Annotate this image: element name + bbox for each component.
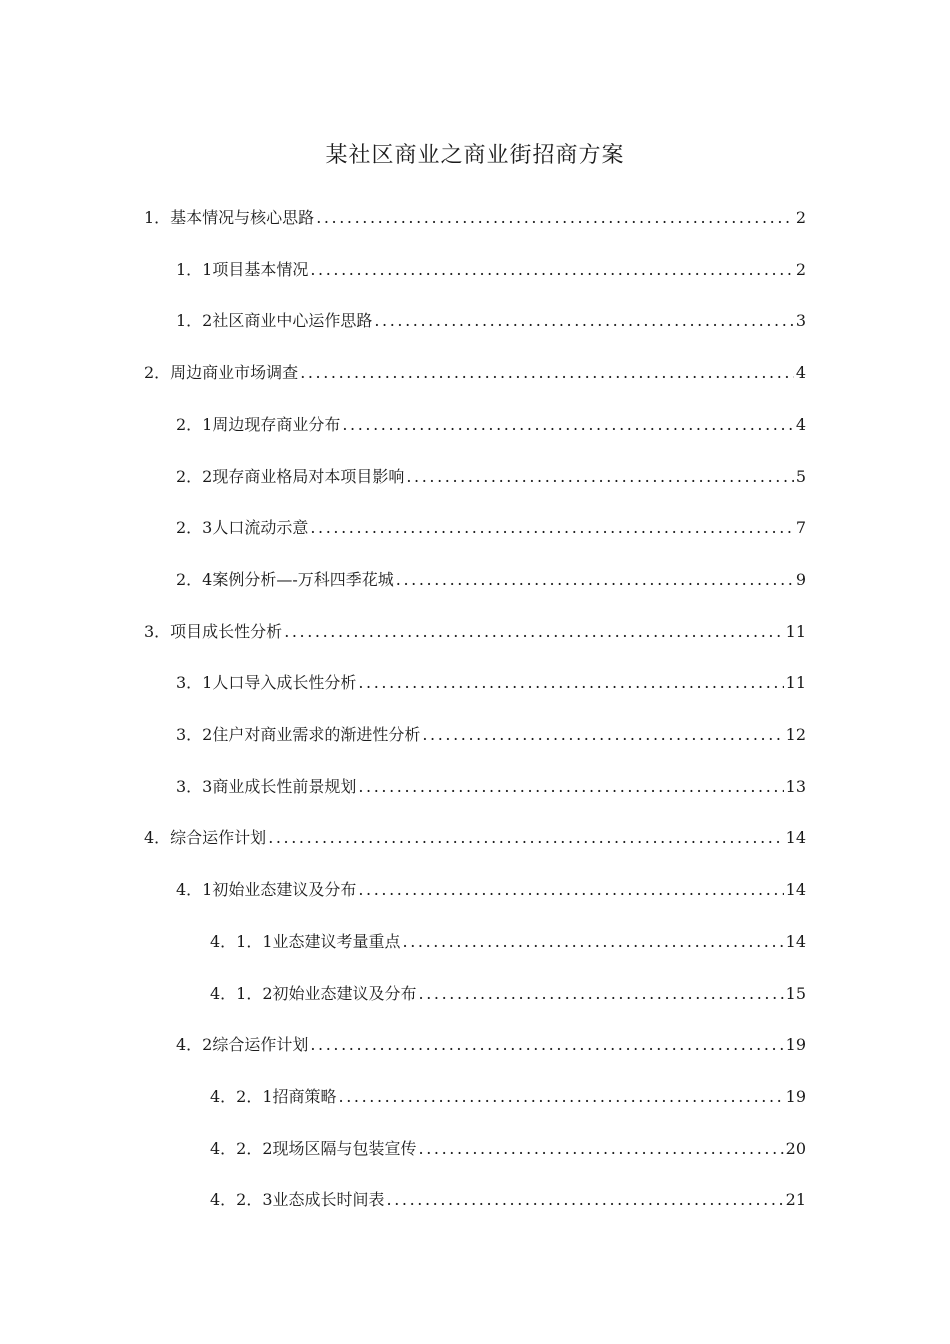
toc-page-number: 19 bbox=[785, 1087, 806, 1106]
toc-entry-label: 1．1项目基本情况 bbox=[176, 260, 309, 279]
toc-entry[interactable] bbox=[176, 773, 806, 801]
toc-dot-leader bbox=[342, 411, 793, 439]
toc-entry-label: 4．1初始业态建议及分布 bbox=[176, 880, 357, 899]
toc-page-number: 14 bbox=[785, 932, 806, 951]
toc-page-number: 13 bbox=[785, 777, 806, 796]
toc-entry-label: 3．项目成长性分析 bbox=[144, 622, 283, 641]
toc-entry[interactable] bbox=[210, 1083, 806, 1111]
toc-entry-label: 2．1周边现存商业分布 bbox=[176, 415, 341, 434]
toc-entry[interactable] bbox=[176, 256, 806, 284]
toc-entry-label: 2．2现存商业格局对本项目影响 bbox=[176, 467, 405, 486]
toc-page-number: 3 bbox=[795, 311, 806, 330]
toc-dot-leader bbox=[310, 514, 793, 542]
toc-entry[interactable] bbox=[176, 876, 806, 904]
document-title: 某社区商业之商业街招商方案 bbox=[325, 143, 625, 168]
toc-entry[interactable] bbox=[176, 721, 806, 749]
toc-entry[interactable] bbox=[176, 307, 806, 335]
toc-dot-leader bbox=[358, 669, 783, 697]
toc-dot-leader bbox=[358, 773, 783, 801]
toc-page-number: 2 bbox=[795, 260, 806, 279]
toc-dot-leader bbox=[358, 876, 783, 904]
toc-dot-leader bbox=[268, 824, 783, 852]
toc-entry-label: 3．1人口导入成长性分析 bbox=[176, 673, 357, 692]
toc-page-number: 2 bbox=[795, 208, 806, 227]
toc-entry[interactable] bbox=[144, 359, 806, 387]
toc-entry[interactable] bbox=[176, 411, 806, 439]
toc-entry[interactable] bbox=[176, 1031, 806, 1059]
toc-dot-leader bbox=[422, 721, 783, 749]
toc-dot-leader bbox=[339, 1083, 784, 1111]
toc-entry-label: 4．综合运作计划 bbox=[144, 828, 267, 847]
toc-entry[interactable] bbox=[144, 824, 806, 852]
toc-page-number: 4 bbox=[795, 363, 806, 382]
toc-page-number: 12 bbox=[785, 725, 806, 744]
toc-dot-leader bbox=[419, 1135, 784, 1163]
toc-entry[interactable] bbox=[176, 463, 806, 491]
toc-entry-label: 1．2社区商业中心运作思路 bbox=[176, 311, 373, 330]
toc-page-number: 4 bbox=[795, 415, 806, 434]
toc-dot-leader bbox=[406, 463, 793, 491]
toc-dot-leader bbox=[310, 256, 793, 284]
toc-entry[interactable] bbox=[210, 1135, 806, 1163]
toc-page-number: 5 bbox=[795, 467, 806, 486]
toc-page-number: 21 bbox=[785, 1190, 806, 1209]
toc-entry-label: 2．3人口流动示意 bbox=[176, 518, 309, 537]
toc-entry-label: 2．4案例分析—-万科四季花城 bbox=[176, 570, 394, 589]
toc-page-number: 19 bbox=[785, 1035, 806, 1054]
toc-dot-leader bbox=[284, 618, 783, 646]
toc-entry-label: 3．2住户对商业需求的渐进性分析 bbox=[176, 725, 421, 744]
toc-entry-label: 4．2．2现场区隔与包装宣传 bbox=[210, 1139, 417, 1158]
toc-entry[interactable] bbox=[210, 1186, 806, 1214]
toc-dot-leader bbox=[316, 204, 794, 232]
toc-entry-label: 4．2．3业态成长时间表 bbox=[210, 1190, 385, 1209]
toc-page-number: 11 bbox=[785, 622, 806, 641]
toc-dot-leader bbox=[396, 566, 794, 594]
toc-entry[interactable] bbox=[176, 669, 806, 697]
toc-page-number: 15 bbox=[785, 984, 806, 1003]
toc-entry-label: 4．2综合运作计划 bbox=[176, 1035, 309, 1054]
toc-dot-leader bbox=[310, 1031, 783, 1059]
toc-entry-label: 4．1．2初始业态建议及分布 bbox=[210, 984, 417, 1003]
toc-dot-leader bbox=[374, 307, 793, 335]
toc-entry-label: 4．1．1业态建议考量重点 bbox=[210, 932, 401, 951]
toc-entry-label: 4．2．1招商策略 bbox=[210, 1087, 337, 1106]
toc-entry-label: 3．3商业成长性前景规划 bbox=[176, 777, 357, 796]
toc-entry[interactable] bbox=[210, 980, 806, 1008]
toc-page-number: 14 bbox=[785, 828, 806, 847]
toc-page-number: 14 bbox=[785, 880, 806, 899]
toc-entry[interactable] bbox=[176, 514, 806, 542]
toc-entry[interactable] bbox=[176, 566, 806, 594]
toc-dot-leader bbox=[419, 980, 784, 1008]
toc-dot-leader bbox=[387, 1186, 784, 1214]
toc-page-number: 9 bbox=[795, 570, 806, 589]
toc-page-number: 20 bbox=[785, 1139, 806, 1158]
toc-page-number: 7 bbox=[795, 518, 806, 537]
toc-entry[interactable] bbox=[144, 204, 806, 232]
toc-entry[interactable] bbox=[210, 928, 806, 956]
toc-entry-label: 1．基本情况与核心思路 bbox=[144, 208, 315, 227]
toc-dot-leader bbox=[300, 359, 794, 387]
toc-entry-label: 2．周边商业市场调查 bbox=[144, 363, 299, 382]
toc-page-number: 11 bbox=[785, 673, 806, 692]
toc-entry[interactable] bbox=[144, 618, 806, 646]
toc-dot-leader bbox=[403, 928, 784, 956]
